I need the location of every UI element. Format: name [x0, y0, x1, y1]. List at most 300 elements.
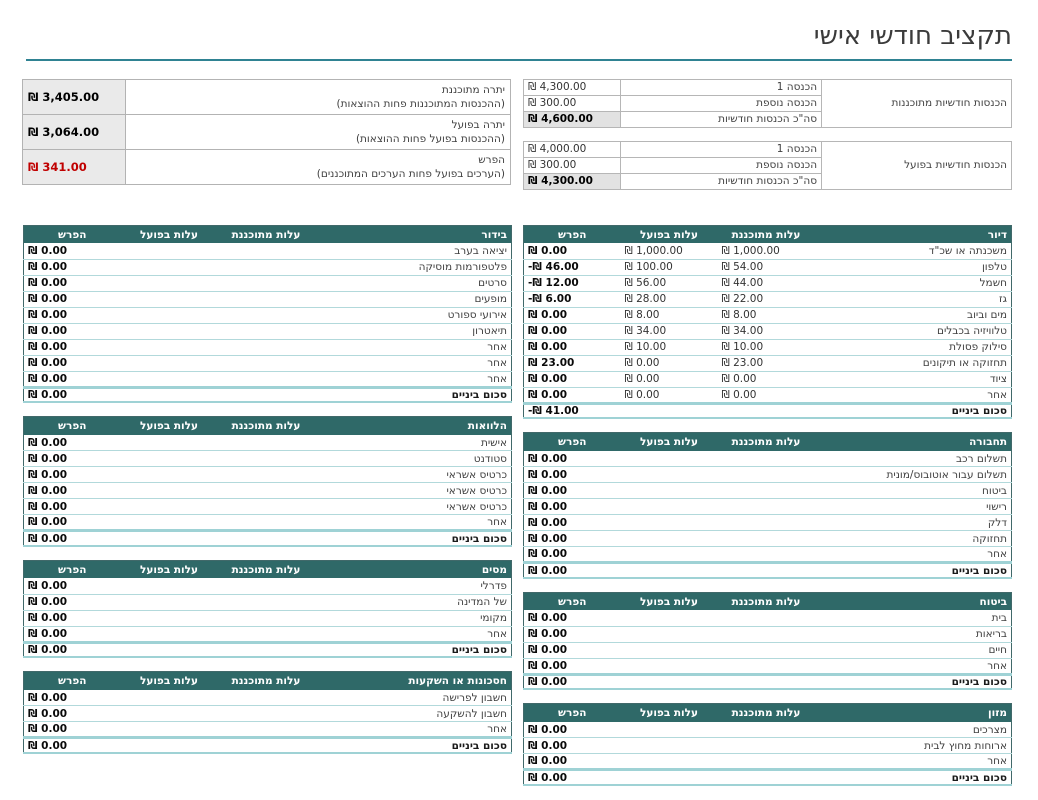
difference-cell[interactable] — [524, 610, 621, 626]
currency-value: ₪ 0.00 — [624, 373, 660, 386]
currency-value: ₪ 0.00 — [28, 245, 68, 258]
planned-cost-cell[interactable] — [718, 243, 815, 259]
currency-value: ₪ 0.00 — [28, 468, 68, 481]
actual-cost-cell[interactable] — [621, 275, 718, 291]
expense-row — [524, 355, 1012, 371]
expense-row — [524, 610, 1012, 626]
actual-cost-cell[interactable] — [121, 467, 218, 483]
actual-cost-cell[interactable] — [621, 467, 718, 483]
planned-cost-cell[interactable] — [218, 291, 315, 307]
currency-value: ₪ 0.00 — [528, 325, 568, 338]
difference-cell[interactable] — [524, 243, 621, 259]
planned-cost-cell[interactable] — [218, 706, 315, 722]
currency-value: -₪ 12.00 — [528, 277, 579, 290]
currency-value: ₪ 0.00 — [528, 628, 568, 641]
planned-cost-cell[interactable] — [218, 722, 315, 738]
difference-value[interactable] — [23, 149, 126, 184]
planned-cost-cell[interactable] — [218, 307, 315, 323]
actual-cost-cell[interactable] — [121, 610, 218, 626]
income-value-cell[interactable] — [524, 111, 621, 127]
transportation-table-title: תחבורה — [815, 433, 1012, 451]
expense-row — [524, 387, 1012, 403]
actual-cost-cell[interactable] — [121, 626, 218, 642]
difference-cell[interactable] — [524, 451, 621, 467]
expense-row — [24, 339, 512, 355]
subtotal-label: סכום ביניים — [815, 674, 1012, 689]
expense-tables-section — [26, 225, 1012, 799]
expense-row — [24, 243, 512, 259]
actual-subtotal-cell[interactable] — [621, 674, 718, 689]
expense-row — [524, 531, 1012, 547]
expense-row-label: אישית — [315, 435, 512, 451]
actual-cost-cell[interactable] — [121, 499, 218, 515]
actual-cost-cell[interactable] — [621, 387, 718, 403]
currency-value: ₪ 0.00 — [528, 676, 568, 689]
expense-row-label: אחר — [315, 355, 512, 371]
expense-row-label: תחזוקה — [815, 531, 1012, 547]
actual-cost-cell[interactable] — [121, 722, 218, 738]
actual-cost-cell[interactable] — [121, 307, 218, 323]
planned-cost-cell[interactable] — [718, 467, 815, 483]
planned-cost-cell[interactable] — [718, 610, 815, 626]
expense-row-label: כרטיס אשראי — [315, 499, 512, 515]
actual-cost-cell[interactable] — [621, 531, 718, 547]
taxes-table — [23, 560, 512, 659]
difference-cell[interactable] — [24, 339, 121, 355]
difference-cell[interactable] — [524, 307, 621, 323]
loans-table-title: הלוואות — [315, 417, 512, 435]
currency-value: ₪ 3,064.00 — [28, 124, 100, 139]
currency-value: ₪ 0.00 — [721, 388, 757, 401]
actual-cost-cell[interactable] — [621, 547, 718, 563]
actual-cost-cell[interactable] — [121, 451, 218, 467]
difference-cell[interactable] — [524, 531, 621, 547]
actual-cost-header: עלות בפועל — [621, 433, 718, 451]
difference-cell[interactable] — [524, 642, 621, 658]
planned-cost-cell[interactable] — [718, 387, 815, 403]
currency-value: ₪ 0.00 — [28, 691, 68, 704]
currency-value: ₪ 0.00 — [28, 596, 68, 609]
currency-value: ₪ 0.00 — [624, 388, 660, 401]
currency-value: ₪ 0.00 — [28, 500, 68, 513]
difference-cell[interactable] — [524, 499, 621, 515]
planned-cost-cell[interactable] — [718, 275, 815, 291]
difference-cell[interactable] — [524, 658, 621, 674]
expense-row-label: חשבון להשקעה — [315, 706, 512, 722]
expense-row-label: אירועי ספורט — [315, 307, 512, 323]
planned-cost-cell[interactable] — [218, 594, 315, 610]
planned-cost-cell[interactable] — [718, 547, 815, 563]
currency-value: ₪ 0.00 — [528, 548, 568, 561]
currency-value: ₪ 0.00 — [528, 388, 568, 401]
planned-cost-cell[interactable] — [718, 754, 815, 770]
difference-subtotal-cell[interactable] — [24, 387, 121, 402]
actual-cost-cell[interactable] — [621, 339, 718, 355]
actual-subtotal-cell[interactable] — [121, 387, 218, 402]
income-row-label: הכנסה 1 — [621, 141, 822, 157]
actual-cost-cell[interactable] — [121, 371, 218, 387]
difference-cell[interactable] — [24, 355, 121, 371]
currency-value: ₪ 0.00 — [28, 516, 68, 529]
actual-cost-cell[interactable] — [121, 339, 218, 355]
difference-subtotal-cell[interactable] — [24, 531, 121, 546]
currency-value: ₪ 0.00 — [624, 357, 660, 370]
planned-cost-cell[interactable] — [718, 722, 815, 738]
actual-cost-cell[interactable] — [121, 275, 218, 291]
expense-header-row — [524, 433, 1012, 451]
currency-value: ₪ 0.00 — [528, 532, 568, 545]
income-value-cell[interactable] — [524, 173, 621, 189]
expense-row — [524, 243, 1012, 259]
planned-cost-cell[interactable] — [718, 499, 815, 515]
expense-row-label: ביטוח — [815, 483, 1012, 499]
difference-cell[interactable] — [24, 499, 121, 515]
actual-cost-cell[interactable] — [621, 371, 718, 387]
income-value-cell[interactable] — [524, 157, 621, 173]
actual-cost-cell[interactable] — [621, 626, 718, 642]
subtotal-row — [524, 403, 1012, 418]
currency-value: ₪ 3,405.00 — [28, 89, 100, 104]
subtotal-label: סכום ביניים — [815, 563, 1012, 578]
actual-cost-cell[interactable] — [121, 355, 218, 371]
planned-cost-cell[interactable] — [718, 738, 815, 754]
actual-cost-cell[interactable] — [121, 690, 218, 706]
loans-table — [23, 416, 512, 547]
income-row-label: הכנסה נוספת — [621, 157, 822, 173]
planned-cost-cell[interactable] — [218, 467, 315, 483]
planned-cost-cell[interactable] — [718, 291, 815, 307]
actual-cost-cell[interactable] — [621, 499, 718, 515]
currency-value: ₪ 0.00 — [528, 723, 568, 736]
difference-cell[interactable] — [24, 259, 121, 275]
income-row-label: סה"כ הכנסות חודשיות — [621, 173, 822, 189]
actual-cost-cell[interactable] — [121, 323, 218, 339]
expense-row — [524, 339, 1012, 355]
expense-row — [524, 626, 1012, 642]
actual-cost-cell[interactable] — [621, 754, 718, 770]
expense-row — [24, 483, 512, 499]
expense-column-left — [23, 225, 512, 767]
currency-value: ₪ 22.00 — [721, 293, 764, 306]
income-row-label: הכנסה נוספת — [621, 95, 822, 111]
actual-cost-cell[interactable] — [621, 259, 718, 275]
difference-cell[interactable] — [524, 722, 621, 738]
difference-cell[interactable] — [24, 451, 121, 467]
subtotal-label: סכום ביניים — [815, 770, 1012, 785]
currency-value: ₪ 0.00 — [528, 644, 568, 657]
difference-subtotal-cell[interactable] — [524, 674, 621, 689]
difference-cell[interactable] — [24, 243, 121, 259]
difference-cell[interactable] — [524, 387, 621, 403]
difference-subtotal-cell[interactable] — [524, 563, 621, 578]
planned-cost-cell[interactable] — [218, 275, 315, 291]
expense-header-row — [24, 417, 512, 435]
income-value-cell[interactable] — [524, 141, 621, 157]
difference-header: הפרש — [524, 592, 621, 610]
difference-cell[interactable] — [524, 515, 621, 531]
planned-cost-cell[interactable] — [218, 515, 315, 531]
planned-cost-cell[interactable] — [218, 610, 315, 626]
actual-cost-cell[interactable] — [621, 323, 718, 339]
planned-cost-cell[interactable] — [218, 323, 315, 339]
difference-cell[interactable] — [24, 483, 121, 499]
difference-cell[interactable] — [24, 578, 121, 594]
subtotal-label: סכום ביניים — [315, 531, 512, 546]
planned-cost-cell[interactable] — [218, 690, 315, 706]
expense-header-row — [24, 225, 512, 243]
expense-row — [24, 690, 512, 706]
actual-cost-cell[interactable] — [121, 578, 218, 594]
currency-value: ₪ 23.00 — [528, 357, 575, 370]
currency-value: -₪ 46.00 — [528, 261, 579, 274]
income-value-cell[interactable] — [524, 79, 621, 95]
actual-cost-cell[interactable] — [121, 483, 218, 499]
expense-row-label: סטודנט — [315, 451, 512, 467]
expense-row — [524, 451, 1012, 467]
actual-cost-cell[interactable] — [621, 483, 718, 499]
planned-cost-cell[interactable] — [718, 355, 815, 371]
difference-cell[interactable] — [524, 355, 621, 371]
planned-balance-value[interactable] — [23, 79, 126, 114]
difference-cell[interactable] — [24, 275, 121, 291]
difference-cell[interactable] — [24, 690, 121, 706]
planned-cost-cell[interactable] — [718, 531, 815, 547]
expense-row — [24, 355, 512, 371]
difference-cell[interactable] — [524, 754, 621, 770]
expense-row — [524, 483, 1012, 499]
expense-row-label: אחר — [315, 339, 512, 355]
title-rule — [26, 59, 1012, 61]
difference-label: הפרש (הערכים בפועל פחות הערכים המתוכננים) — [126, 149, 511, 184]
difference-cell[interactable] — [24, 371, 121, 387]
expense-row-label: תשלום רכב — [815, 451, 1012, 467]
planned-subtotal-cell[interactable] — [718, 403, 815, 418]
expense-row-label: רישוי — [815, 499, 1012, 515]
currency-value: ₪ 28.00 — [624, 293, 667, 306]
currency-value: ₪ 4,600.00 — [528, 113, 593, 126]
planned-cost-cell[interactable] — [718, 323, 815, 339]
difference-row — [23, 149, 511, 184]
subtotal-row — [24, 531, 512, 546]
currency-value: ₪ 8.00 — [721, 309, 757, 322]
planned-cost-cell[interactable] — [218, 259, 315, 275]
difference-cell[interactable] — [24, 626, 121, 642]
currency-value: ₪ 0.00 — [528, 739, 568, 752]
currency-value: ₪ 8.00 — [624, 309, 660, 322]
planned-subtotal-cell[interactable] — [218, 738, 315, 753]
difference-cell[interactable] — [524, 339, 621, 355]
income-value-cell[interactable] — [524, 95, 621, 111]
currency-value: ₪ 0.00 — [28, 293, 68, 306]
currency-value: ₪ 0.00 — [28, 580, 68, 593]
insurance-table — [523, 592, 1012, 691]
expense-row-label: חשבון לפרישה — [315, 690, 512, 706]
expense-row — [524, 547, 1012, 563]
planned-cost-cell[interactable] — [718, 626, 815, 642]
planned-cost-cell[interactable] — [718, 515, 815, 531]
difference-cell[interactable] — [24, 722, 121, 738]
savings-table — [23, 671, 512, 754]
currency-value: ₪ 4,300.00 — [528, 175, 593, 188]
currency-value: ₪ 0.00 — [28, 627, 68, 640]
expense-row — [524, 307, 1012, 323]
expense-row-label: מים וביוב — [815, 307, 1012, 323]
planned-cost-cell[interactable] — [218, 626, 315, 642]
difference-header: הפרש — [524, 704, 621, 722]
difference-cell[interactable] — [24, 323, 121, 339]
planned-cost-cell[interactable] — [718, 307, 815, 323]
actual-cost-cell[interactable] — [121, 706, 218, 722]
currency-value: ₪ 0.00 — [528, 309, 568, 322]
currency-value: ₪ 0.00 — [528, 500, 568, 513]
expense-row — [524, 499, 1012, 515]
expense-row — [24, 626, 512, 642]
actual-cost-cell[interactable] — [121, 435, 218, 451]
expense-row-label: ארוחות מחוץ לבית — [815, 738, 1012, 754]
planned-cost-cell[interactable] — [218, 355, 315, 371]
expense-header-row — [524, 225, 1012, 243]
currency-value: ₪ 23.00 — [721, 357, 764, 370]
difference-cell[interactable] — [24, 594, 121, 610]
planned-cost-cell[interactable] — [218, 578, 315, 594]
currency-value: ₪ 34.00 — [624, 325, 667, 338]
planned-subtotal-cell[interactable] — [718, 563, 815, 578]
currency-value: ₪ 300.00 — [528, 97, 577, 110]
subtotal-row — [24, 642, 512, 657]
difference-cell[interactable] — [524, 467, 621, 483]
actual-cost-cell[interactable] — [121, 594, 218, 610]
subtotal-label: סכום ביניים — [315, 387, 512, 402]
expense-row-label: תשלום עבור אוטובוס/מונית — [815, 467, 1012, 483]
planned-cost-header: עלות מתוכננת — [718, 433, 815, 451]
actual-cost-cell[interactable] — [621, 642, 718, 658]
actual-cost-cell[interactable] — [121, 259, 218, 275]
difference-subtotal-cell[interactable] — [524, 770, 621, 785]
difference-cell[interactable] — [24, 291, 121, 307]
income-row — [524, 141, 1012, 157]
summary-section — [22, 79, 511, 185]
actual-subtotal-cell[interactable] — [621, 403, 718, 418]
actual-cost-cell[interactable] — [621, 291, 718, 307]
taxes-table-title: מסים — [315, 560, 512, 578]
difference-cell[interactable] — [524, 547, 621, 563]
difference-cell[interactable] — [524, 259, 621, 275]
planned-cost-cell[interactable] — [718, 371, 815, 387]
expense-row — [24, 594, 512, 610]
entertainment-table — [23, 225, 512, 404]
actual-subtotal-cell[interactable] — [621, 770, 718, 785]
currency-value: ₪ 0.00 — [28, 612, 68, 625]
planned-subtotal-cell[interactable] — [718, 770, 815, 785]
actual-balance-label: יתרה בפועל (ההכנסות בפועל פחות ההוצאות) — [126, 114, 511, 149]
expense-row-label: טלוויזיה בכבלים — [815, 323, 1012, 339]
actual-cost-cell[interactable] — [621, 355, 718, 371]
planned-cost-cell[interactable] — [218, 371, 315, 387]
planned-cost-cell[interactable] — [218, 499, 315, 515]
difference-cell[interactable] — [24, 307, 121, 323]
actual-cost-cell[interactable] — [121, 515, 218, 531]
planned-subtotal-cell[interactable] — [218, 642, 315, 657]
difference-subtotal-cell[interactable] — [24, 738, 121, 753]
planned-cost-cell[interactable] — [718, 339, 815, 355]
difference-cell[interactable] — [24, 515, 121, 531]
actual-cost-cell[interactable] — [621, 307, 718, 323]
actual-cost-cell[interactable] — [621, 722, 718, 738]
actual-subtotal-cell[interactable] — [621, 563, 718, 578]
actual-income-title: הכנסות חודשיות בפועל — [822, 141, 1012, 189]
planned-cost-cell[interactable] — [718, 658, 815, 674]
planned-cost-cell[interactable] — [718, 642, 815, 658]
currency-value: ₪ 0.00 — [28, 723, 68, 736]
expense-row — [24, 467, 512, 483]
expense-row — [524, 371, 1012, 387]
difference-cell[interactable] — [524, 371, 621, 387]
planned-subtotal-cell[interactable] — [218, 531, 315, 546]
expense-row — [524, 259, 1012, 275]
difference-cell[interactable] — [24, 610, 121, 626]
currency-value: ₪ 0.00 — [28, 341, 68, 354]
difference-cell[interactable] — [24, 706, 121, 722]
currency-value: ₪ 0.00 — [528, 468, 568, 481]
difference-cell[interactable] — [524, 483, 621, 499]
currency-value: ₪ 0.00 — [528, 516, 568, 529]
difference-cell[interactable] — [524, 323, 621, 339]
actual-cost-cell[interactable] — [621, 451, 718, 467]
planned-cost-cell[interactable] — [718, 259, 815, 275]
difference-cell[interactable] — [24, 467, 121, 483]
expense-row-label: מצרכים — [815, 722, 1012, 738]
difference-cell[interactable] — [24, 435, 121, 451]
difference-subtotal-cell[interactable] — [524, 403, 621, 418]
planned-cost-cell[interactable] — [718, 451, 815, 467]
difference-cell[interactable] — [524, 275, 621, 291]
actual-cost-cell[interactable] — [621, 243, 718, 259]
expense-row-label: סרטים — [315, 275, 512, 291]
actual-subtotal-cell[interactable] — [121, 642, 218, 657]
actual-cost-cell[interactable] — [621, 738, 718, 754]
actual-cost-cell[interactable] — [621, 610, 718, 626]
difference-cell[interactable] — [524, 291, 621, 307]
expense-row-label: אחר — [815, 547, 1012, 563]
currency-value: ₪ 0.00 — [528, 484, 568, 497]
income-row — [524, 79, 1012, 95]
planned-subtotal-cell[interactable] — [218, 387, 315, 402]
planned-cost-cell[interactable] — [218, 483, 315, 499]
top-section — [26, 79, 1012, 203]
planned-cost-cell[interactable] — [718, 483, 815, 499]
actual-cost-cell[interactable] — [621, 515, 718, 531]
planned-subtotal-cell[interactable] — [718, 674, 815, 689]
planned-cost-cell[interactable] — [218, 451, 315, 467]
entertainment-table-title: בידור — [315, 225, 512, 243]
planned-cost-cell[interactable] — [218, 435, 315, 451]
difference-subtotal-cell[interactable] — [24, 642, 121, 657]
actual-subtotal-cell[interactable] — [121, 738, 218, 753]
expense-row-label: חשמל — [815, 275, 1012, 291]
actual-balance-value[interactable] — [23, 114, 126, 149]
planned-cost-cell[interactable] — [218, 243, 315, 259]
planned-cost-cell[interactable] — [218, 339, 315, 355]
difference-cell[interactable] — [524, 626, 621, 642]
actual-cost-cell[interactable] — [621, 658, 718, 674]
expense-header-row — [524, 592, 1012, 610]
actual-subtotal-cell[interactable] — [121, 531, 218, 546]
expense-row-label: בריאות — [815, 626, 1012, 642]
actual-cost-cell[interactable] — [121, 291, 218, 307]
difference-cell[interactable] — [524, 738, 621, 754]
difference-header: הפרש — [524, 225, 621, 243]
actual-cost-cell[interactable] — [121, 243, 218, 259]
